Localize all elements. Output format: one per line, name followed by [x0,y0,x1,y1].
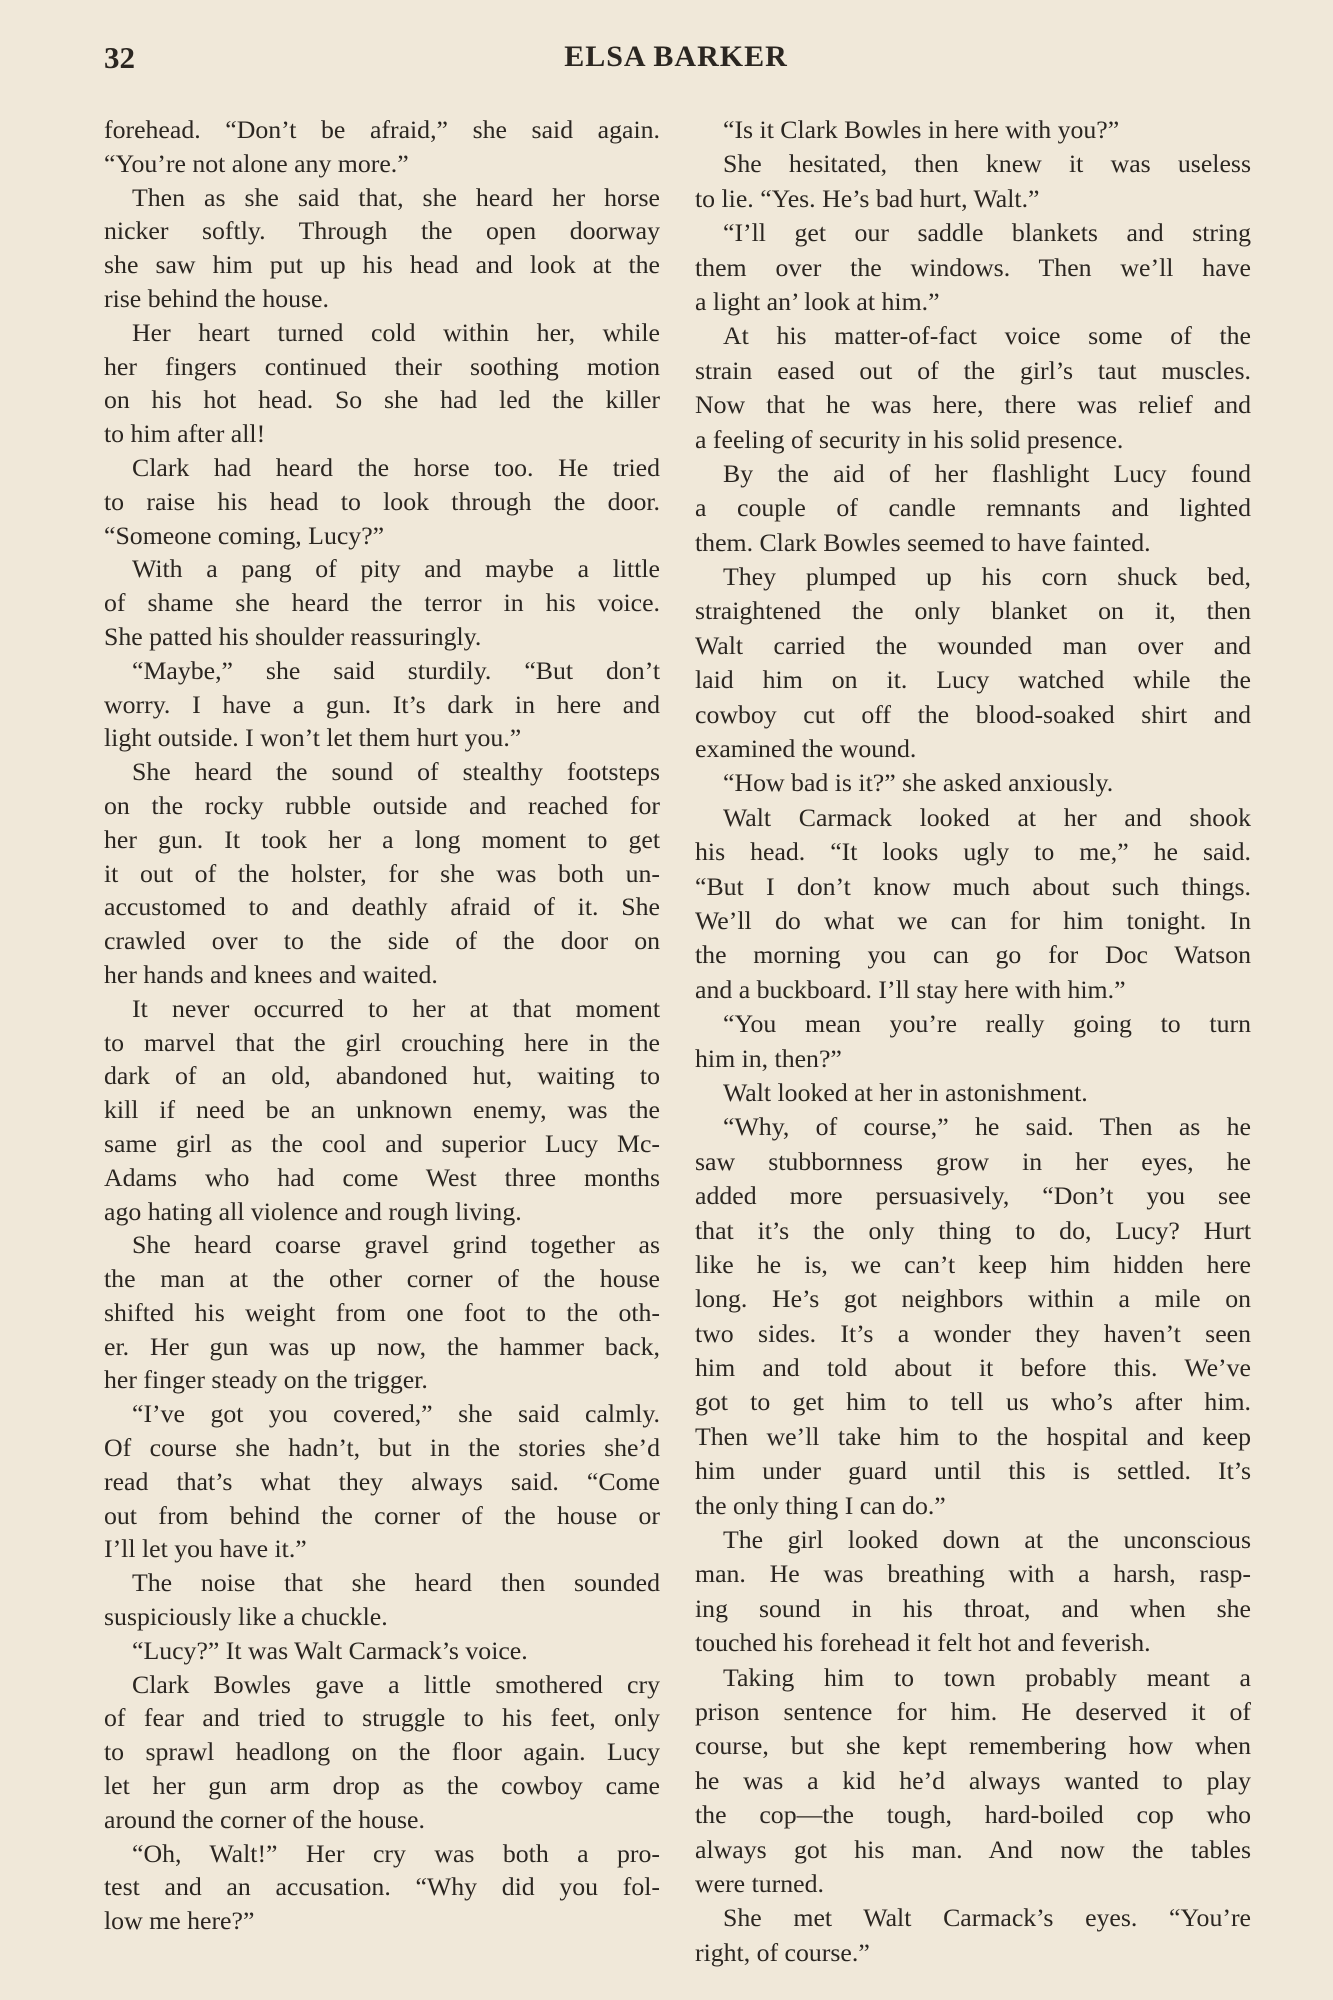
text-line: ing sound in his throat, and when she [695,1593,1251,1623]
paragraph [695,319,1251,457]
text-line: to sprawl headlong on the floor again. Lucy [104,1737,660,1767]
text-line: right, of course.” [695,1937,870,1967]
text-line: of shame she heard the terror in his voice. [104,588,660,618]
text-line: Of course she hadn’t, but in the stories she’d [104,1433,660,1463]
text-line: She hesitated, then knew it was useless [723,149,1251,179]
paragraph [104,316,660,451]
text-line: man. He was breathing with a harsh, rasp- [695,1559,1251,1589]
text-line: the only thing I can do.” [695,1490,946,1520]
text-line: long. He’s got neighbors within a mile on [695,1284,1251,1314]
paragraph [695,1901,1251,1970]
text-line: “Lucy?” It was Walt Carmack’s voice. [132,1635,528,1665]
text-line: touched his forehead it felt hot and feverish. [695,1628,1151,1658]
paragraph [104,992,660,1229]
text-line: a feeling of security in his solid presence. [695,424,1124,454]
paragraph [104,755,660,992]
text-line: By the aid of her flashlight Lucy found [723,458,1251,488]
paragraph [104,552,660,653]
text-line: kill if need be an unknown enemy, was the [104,1095,660,1125]
page-number: 32 [104,40,135,75]
text-line: Then we’ll take him to the hospital and keep [695,1421,1251,1451]
paragraph [104,1837,660,1938]
paragraph [695,766,1251,800]
text-line: to marvel that the girl crouching here in the [104,1027,660,1057]
text-line: rise behind the house. [104,283,329,313]
text-line: a couple of candle remnants and lighted [695,493,1251,523]
paragraph [104,654,660,755]
text-line: “You mean you’re really going to turn [723,1009,1251,1039]
text-line: With a pang of pity and maybe a little [132,554,660,584]
text-line: him and told about it before this. We’ve [695,1353,1251,1383]
text-line: “Why, of course,” he said. Then as he [723,1112,1251,1142]
text-line: straightened the only blanket on it, then [695,596,1251,626]
paragraph [695,560,1251,766]
text-line: worry. I have a gun. It’s dark in here and [104,689,660,719]
text-line: She heard the sound of stealthy footsteps [132,757,660,787]
text-line: laid him on it. Lucy watched while the [695,665,1251,695]
text-line: added more persuasively, “Don’t you see [695,1181,1251,1211]
text-line: and a buckboard. I’ll stay here with him.” [695,974,1126,1004]
text-line: She met Walt Carmack’s eyes. “You’re [723,1903,1251,1933]
running-head: ELSA BARKER [564,40,788,73]
text-line: suspiciously like a chuckle. [104,1602,388,1632]
text-line: dark of an old, abandoned hut, waiting to [104,1061,660,1091]
text-line: I’ll let you have it.” [104,1534,307,1564]
text-line: the morning you can go for Doc Watson [695,940,1251,970]
text-line: to lie. “Yes. He’s bad hurt, Walt.” [695,183,1040,213]
text-line: nicker softly. Through the open doorway [104,216,660,246]
paragraph [104,113,660,181]
text-line: Then as she said that, she heard her horse [132,182,660,212]
text-line: him under guard until this is settled. It’s [695,1456,1251,1486]
text-line: “I’ve got you covered,” she said calmly. [132,1399,660,1429]
text-line: that it’s the only thing to do, Lucy? Hurt [695,1215,1251,1245]
text-line: him in, then?” [695,1043,842,1073]
paragraph [104,1668,660,1837]
text-line: We’ll do what we can for him tonight. In [695,905,1251,935]
text-line: Walt carried the wounded man over and [695,630,1251,660]
text-line: read that’s what they always said. “Come [104,1466,660,1496]
text-line: Taking him to town probably meant a [723,1662,1251,1692]
text-line: “You’re not alone any more.” [104,148,409,178]
text-line: the cop—the tough, hard-boiled cop who [695,1800,1251,1830]
paragraph [695,801,1251,1007]
text-line: got to get him to tell us who’s after him. [695,1387,1251,1417]
text-line: her fingers continued their soothing motion [104,351,660,381]
text-line: Clark Bowles gave a little smothered cry [132,1669,660,1699]
text-line: prison sentence for him. He deserved it of [695,1696,1251,1726]
text-line: on the rocky rubble outside and reached for [104,790,660,820]
text-line: accustomed to and deathly afraid of it. She [104,892,660,922]
text-line: out from behind the corner of the house or [104,1500,660,1530]
text-line: Clark had heard the horse too. He tried [132,452,660,482]
text-line: same girl as the cool and superior Lucy Mc- [104,1128,660,1158]
text-line: crawled over to the side of the door on [104,926,660,956]
text-line: test and an accusation. “Why did you fol- [104,1872,660,1902]
paragraph [104,451,660,552]
text-line: a light an’ look at him.” [695,286,940,316]
paragraph [104,1566,660,1634]
paragraph [695,1110,1251,1523]
paragraph [695,113,1251,147]
text-line: The girl looked down at the unconscious [723,1525,1251,1555]
right-column [695,113,1251,1970]
text-line: let her gun arm drop as the cowboy came [104,1771,660,1801]
text-line: Her heart turned cold within her, while [132,317,660,347]
text-line: were turned. [695,1868,824,1898]
text-line: shifted his weight from one foot to the oth- [104,1297,660,1327]
text-line: them. Clark Bowles seemed to have fainted. [695,527,1151,557]
text-line: like he is, we can’t keep him hidden here [695,1249,1251,1279]
text-line: Adams who had come West three months [104,1162,660,1192]
text-line: “Someone coming, Lucy?” [104,520,385,550]
text-line: her hands and knees and waited. [104,959,438,989]
paragraph [104,1397,660,1566]
text-line: saw stubbornness grow in her eyes, he [695,1146,1251,1176]
text-line: “Oh, Walt!” Her cry was both a pro- [132,1838,660,1868]
text-line: Walt Carmack looked at her and shook [723,802,1251,832]
text-line: them over the windows. Then we’ll have [695,252,1251,282]
paragraph [695,147,1251,216]
text-line: er. Her gun was up now, the hammer back, [104,1331,660,1361]
paragraph [695,1661,1251,1902]
text-line: It never occurred to her at that moment [132,993,660,1023]
text-line: The noise that she heard then sounded [132,1568,660,1598]
text-line: At his matter-of-fact voice some of the [723,321,1251,351]
text-line: ago hating all violence and rough living. [104,1196,522,1226]
paragraph [695,1076,1251,1110]
text-line: “But I don’t know much about such things. [695,871,1251,901]
paragraph [104,1228,660,1397]
paragraph [695,1007,1251,1076]
text-line: course, but she kept remembering how when [695,1731,1251,1761]
text-line: his head. “It looks ugly to me,” he said. [695,837,1251,867]
text-line: it out of the holster, for she was both un- [104,858,660,888]
text-line: he was a kid he’d always wanted to play [695,1765,1251,1795]
text-line: low me here?” [104,1906,255,1936]
text-line: strain eased out of the girl’s taut muscles. [695,355,1251,385]
text-line: examined the wound. [695,734,917,764]
text-line: “Maybe,” she said sturdily. “But don’t [132,655,660,685]
text-line: she saw him put up his head and look at the [104,250,660,280]
text-line: light outside. I won’t let them hurt you.” [104,723,522,753]
left-column [104,113,660,1938]
text-line: to raise his head to look through the door. [104,486,660,516]
text-line: the man at the other corner of the house [104,1264,660,1294]
text-line: her finger steady on the trigger. [104,1365,428,1395]
text-line: on his hot head. So she had led the killer [104,385,660,415]
paragraph [104,181,660,316]
text-line: forehead. “Don’t be afraid,” she said again. [104,115,660,144]
text-line: around the corner of the house. [104,1804,425,1834]
text-line: She heard coarse gravel grind together as [132,1230,660,1260]
text-line: of fear and tried to struggle to his feet, only [104,1703,660,1733]
text-line: “I’ll get our saddle blankets and string [723,218,1251,248]
paragraph [695,216,1251,319]
text-line: cowboy cut off the blood-soaked shirt and [695,699,1251,729]
text-line: two sides. It’s a wonder they haven’t seen [695,1318,1251,1348]
text-line: “How bad is it?” she asked anxiously. [723,768,1114,798]
text-line: She patted his shoulder reassuringly. [104,621,482,651]
text-line: “Is it Clark Bowles in here with you?” [723,115,1120,144]
paragraph [695,1523,1251,1661]
text-line: They plumped up his corn shuck bed, [723,562,1251,592]
text-line: Walt looked at her in astonishment. [723,1077,1088,1107]
text-line: always got his man. And now the tables [695,1834,1251,1864]
paragraph [695,457,1251,560]
text-line: to him after all! [104,419,266,449]
text-line: Now that he was here, there was relief and [695,390,1251,420]
text-line: her gun. It took her a long moment to get [104,824,660,854]
paragraph [104,1634,660,1668]
